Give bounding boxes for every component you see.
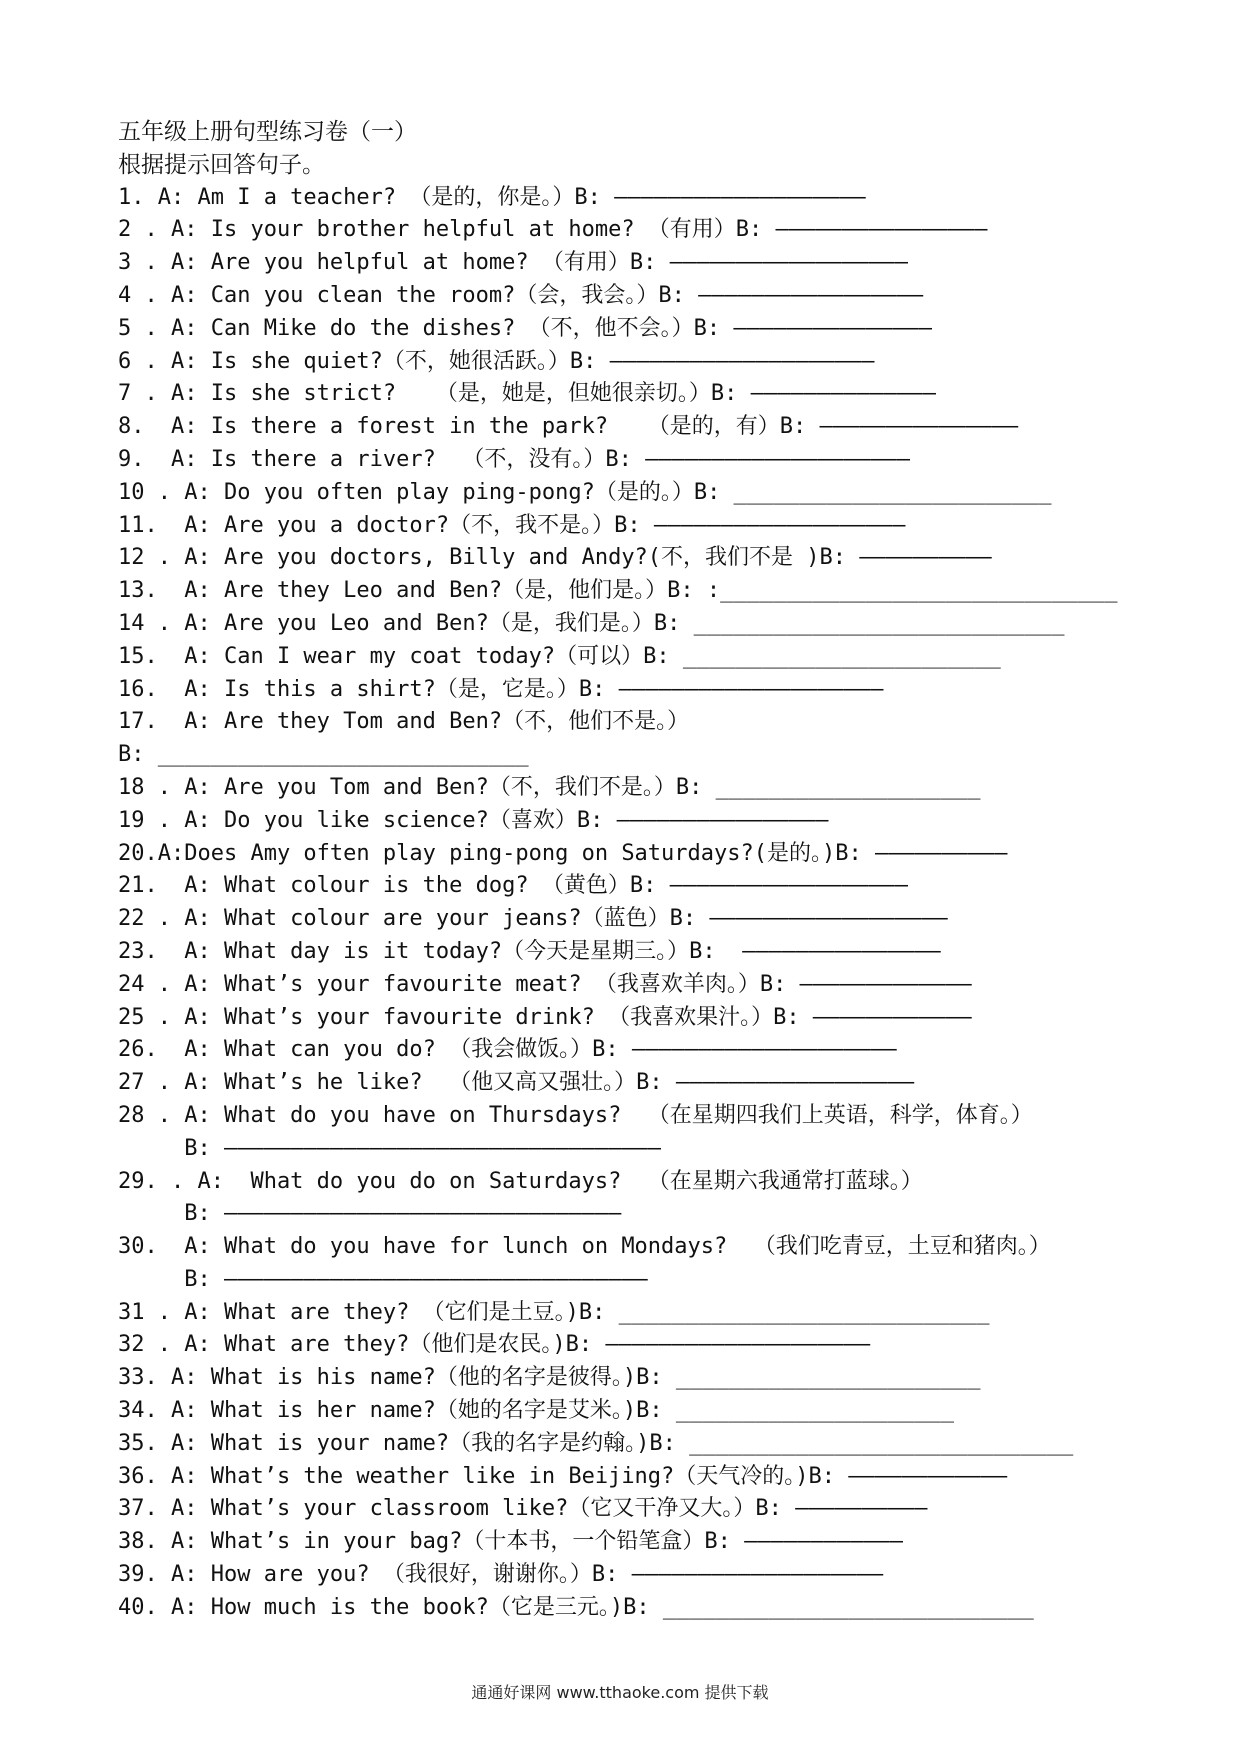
question-line: 38. A: What’s in your bag?（十本书，一个铅笔盒）B: ———————————— (118, 1529, 904, 1555)
question-line: 39. A: How are you? （我很好，谢谢你。）B: ——————————————————— (118, 1562, 884, 1588)
question-line: 36. A: What’s the weather like in Beijing?（天气冷的。)B: ———————————— (118, 1463, 1008, 1489)
footer-source: 通通好课网 www.tthaoke.com 提供下载 (471, 1683, 769, 1702)
question-line: 8. A: Is there a forest in the park? （是的，有）B: ——————————————— (118, 414, 1019, 440)
question-line: 23. A: What day is it today?（今天是星期三。）B: ——————————————— (118, 938, 941, 964)
question-line: 19 . A: Do you like science?（喜欢）B: ———————————————— (118, 807, 829, 833)
question-line: B: —————————————————————————————— (118, 1201, 622, 1227)
question-line: 17. A: Are they Tom and Ben?（不，他们不是。） (118, 709, 690, 735)
question-line: 28 . A: What do you have on Thursdays? （在星期四我们上英语，科学，体育。） (118, 1102, 1033, 1128)
question-line: 18 . A: Are you Tom and Ben?（不，我们不是。）B: ____________________ (118, 774, 981, 800)
question-line: 40. A: How much is the book?（它是三元。)B: ____________________________ (118, 1594, 1034, 1620)
question-line: 32 . A: What are they?（他们是农民。)B: ———————————————————— (118, 1332, 871, 1358)
question-line: B: ————————————————————————————————— (118, 1135, 662, 1161)
question-line: 11. A: Are you a doctor?（不，我不是。）B: ——————————————————— (118, 512, 906, 538)
question-line: 4 . A: Can you clean the room?（会，我会。）B: ————————————————— (118, 282, 924, 308)
question-line: 24 . A: What’s your favourite meat? （我喜欢羊肉。）B: ————————————— (118, 971, 972, 997)
instruction-text: 根据提示回答句子。 (118, 151, 325, 178)
question-line: 14 . A: Are you Leo and Ben?（是，我们是。）B: ____________________________ (118, 610, 1065, 636)
question-line: B: ———————————————————————————————— (118, 1266, 648, 1292)
question-line: 29. . A: What do you do on Saturdays? （在星期六我通常打蓝球。） (118, 1168, 923, 1194)
question-line: B: ____________________________ (118, 742, 529, 768)
question-line: 30. A: What do you have for lunch on Mondays? （我们吃青豆，土豆和猪肉。） (118, 1234, 1051, 1260)
question-line: 12 . A: Are you doctors, Billy and Andy?(不，我们不是 )B: —————————— (118, 545, 992, 571)
question-line: 2 . A: Is your brother helpful at home? （有用）B: ———————————————— (118, 217, 988, 243)
question-line: 6 . A: Is she quiet?（不，她很活跃。）B: ———————————————————— (118, 348, 875, 374)
page-title: 五年级上册句型练习卷（一） (118, 119, 417, 145)
question-line: 21. A: What colour is the dog? （黄色）B: —————————————————— (118, 873, 908, 899)
question-line: 31 . A: What are they? （它们是土豆。)B: ____________________________ (118, 1299, 990, 1325)
question-list (118, 182, 1118, 1625)
question-line: 9. A: Is there a river? （不，没有。）B: ———————————————————— (118, 446, 911, 472)
question-line: 15. A: Can I wear my coat today?（可以）B: ________________________ (118, 643, 1001, 669)
question-line: 7 . A: Is she strict? （是，她是，但她很亲切。）B: —————————————— (118, 381, 937, 407)
question-line: 26. A: What can you do? （我会做饭。）B: ———————————————————— (118, 1037, 897, 1063)
question-line: 1. A: Am I a teacher? （是的，你是。）B: ——————————————————— (118, 184, 866, 210)
question-line: 37. A: What’s your classroom like?（它又干净又大。）B: —————————— (118, 1496, 928, 1522)
question-line: 3 . A: Are you helpful at home? （有用）B: —————————————————— (118, 250, 908, 276)
worksheet-content (118, 116, 1118, 1625)
question-line: 10 . A: Do you often play ping-pong?（是的。）B: ________________________ (118, 479, 1052, 505)
question-line: 33. A: What is his name?（他的名字是彼得。)B: _______________________ (118, 1365, 981, 1391)
question-line: 34. A: What is her name?（她的名字是艾米。)B: _____________________ (118, 1398, 955, 1424)
question-line: 22 . A: What colour are your jeans?（蓝色）B: —————————————————— (118, 906, 948, 932)
question-line: 13. A: Are they Leo and Ben?（是，他们是。）B: :______________________________ (118, 578, 1118, 604)
question-line: 25 . A: What’s your favourite drink? （我喜欢果汁。）B: ———————————— (118, 1004, 972, 1030)
question-line: 27 . A: What’s he like? （他又高又强壮。）B: —————————————————— (118, 1070, 915, 1096)
question-line: 20.A:Does Amy often play ping-pong on Saturdays?(是的。)B: —————————— (118, 840, 1008, 866)
question-line: 35. A: What is your name?（我的名字是约翰。)B: _____________________________ (118, 1430, 1074, 1456)
question-line: 16. A: Is this a shirt?（是，它是。）B: ———————————————————— (118, 676, 884, 702)
question-line: 5 . A: Can Mike do the dishes? （不，他不会。）B: ——————————————— (118, 315, 933, 341)
